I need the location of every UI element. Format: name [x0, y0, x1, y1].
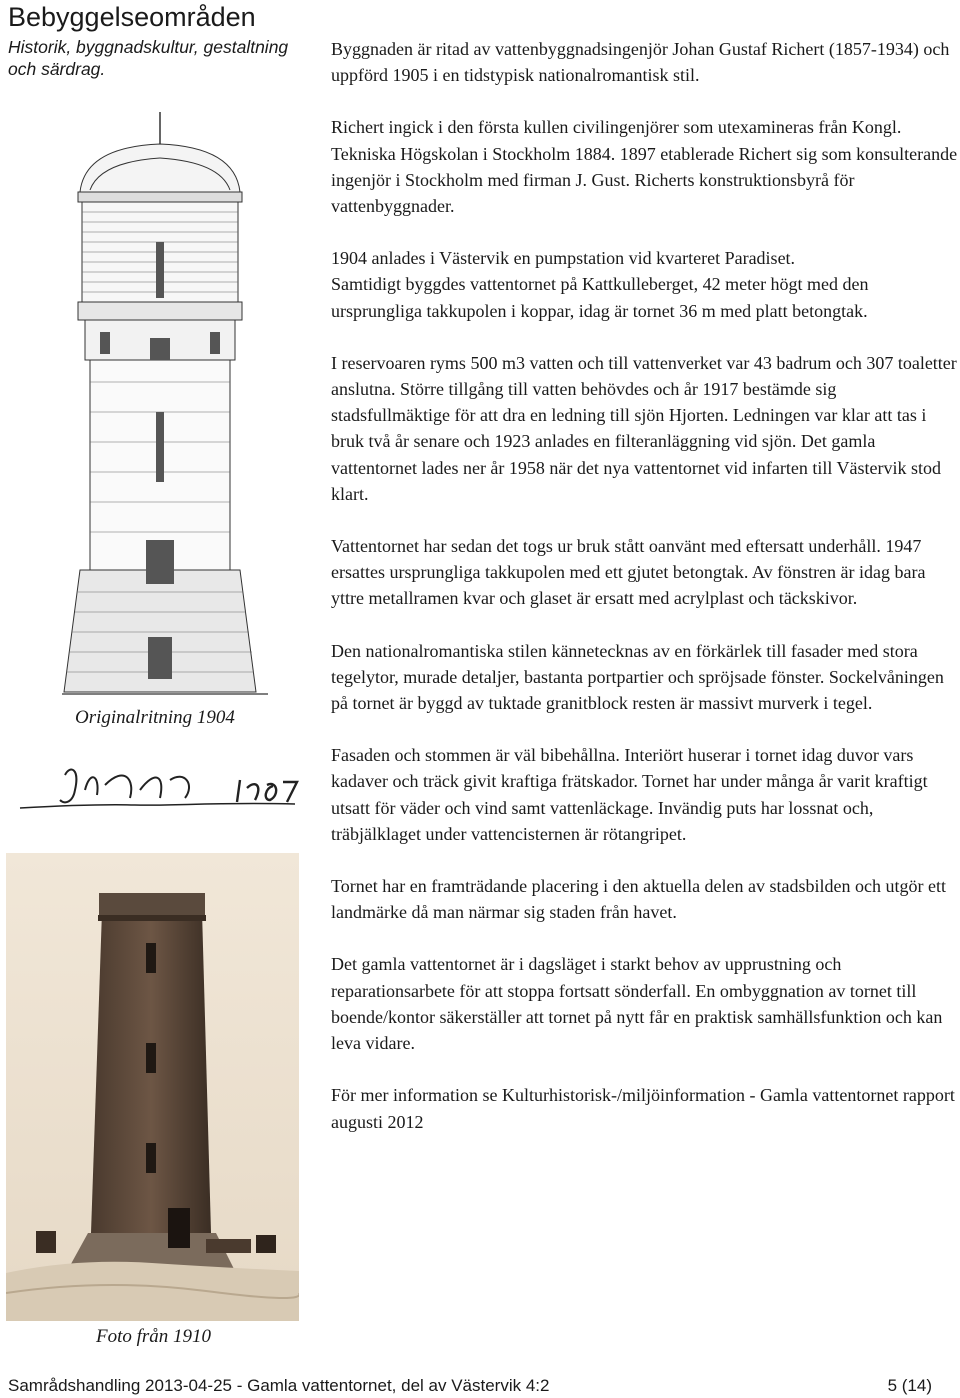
paragraph: Det gamla vattentornet är i dagsläget i starkt behov av upprustning och reparationsarbete för att stoppa fortsatt sönderfall. En ombyggnation av tornet till boende/kontor säkerställer att tornet på nytt får en praktisk samhällsfunktion och kan leva vidare.: [331, 954, 943, 1054]
paragraph: 1904 anlades i Västervik en pumpstation vid kvarteret Paradiset.: [331, 248, 796, 269]
paragraph: Tornet har en framträdande placering i den aktuella delen av stadsbilden och utgör ett landmärke då man närmar sig staden från havet.: [331, 876, 946, 923]
page-number: 5 (14): [887, 1376, 932, 1395]
drawing-caption: Originalritning 1904: [75, 707, 235, 728]
paragraph: Fasaden och stommen är väl bibehållna. Interiört huserar i tornet idag duvor vars kadaver och träck givit kraftiga frätskador. Tornet har under många år varit kraftigt utsatt för väder och vind samt vattenläckage. Invändig puts har lossnat och, träbjälklaget under vattencisternen är rötangripet.: [331, 745, 928, 844]
paragraph: Samtidigt byggdes vattentornet på Kattkulleberget, 42 meter högt med den ursprungliga takkupolen i koppar, idag är tornet 36 m med platt betongtak.: [331, 274, 869, 321]
page-title: Bebyggelseområden: [8, 2, 256, 32]
photo-caption: Foto från 1910: [96, 1326, 212, 1347]
page-footer: [8, 1376, 932, 1396]
paragraph: Vattentornet har sedan det togs ur bruk stått oanvänt med eftersatt underhåll. 1947 ersattes ursprungliga takkupolen med ett gjutet betongtak. Av fönstren är idag bara yttre metallramen kvar och glaset är ersatt med acrylplast och täckskivor.: [331, 536, 926, 609]
tower-drawing: [60, 112, 270, 702]
footer-document-title: Samrådshandling 2013-04-25 - Gamla vattentornet, del av Västervik 4:2: [8, 1376, 550, 1395]
paragraph: Den nationalromantiska stilen kännetecknas av en förkärlek till fasader med stora tegelytor, murade detaljer, bastanta portpartier och spröjsade fönster. Sockelvåningen på tornet är byggd av tuktade granitblock resten är massivt murverk i tegel.: [331, 640, 944, 714]
body-text: [331, 36, 959, 1161]
paragraph: I reservoaren ryms 500 m3 vatten och till vattenverket var 43 badrum och 307 toaletter anslutna. Större tillgång till vatten behövdes och år 1917 bestämde sig stadsfullmäktige för att dra en ledning till sjön Hjorten. Ledningen var klar att tas i bruk två år senare och 1923 anlades en filteranläggning vid sjön. Det gamla vattentornet lades ner år 1958 när det nya vattentornet vid infarten till Västervik stod klart.: [331, 352, 957, 504]
page-subtitle: Historik, byggnadskultur, gestaltning och särdrag.: [8, 37, 289, 79]
signature: [15, 760, 315, 820]
paragraph: Richert ingick i den första kullen civilingenjörer som utexamineras från Kongl. Tekniska Högskolan i Stockholm 1884. 1897 etablerade Richert sig som konsulterande ingenjör i Stockholm med firman J. Gust. Richerts konstruktionsbyrå för vattenbyggnader.: [331, 117, 958, 217]
tower-photo: [6, 853, 299, 1321]
paragraph: Byggnaden är ritad av vattenbyggnadsingenjör Johan Gustaf Richert (1857-1934) och uppförd 1905 i en tidstypisk nationalromantisk stil.: [331, 39, 950, 86]
paragraph: För mer information se Kulturhistorisk-/miljöinformation - Gamla vattentornet rapport augusti 2012: [331, 1085, 955, 1132]
